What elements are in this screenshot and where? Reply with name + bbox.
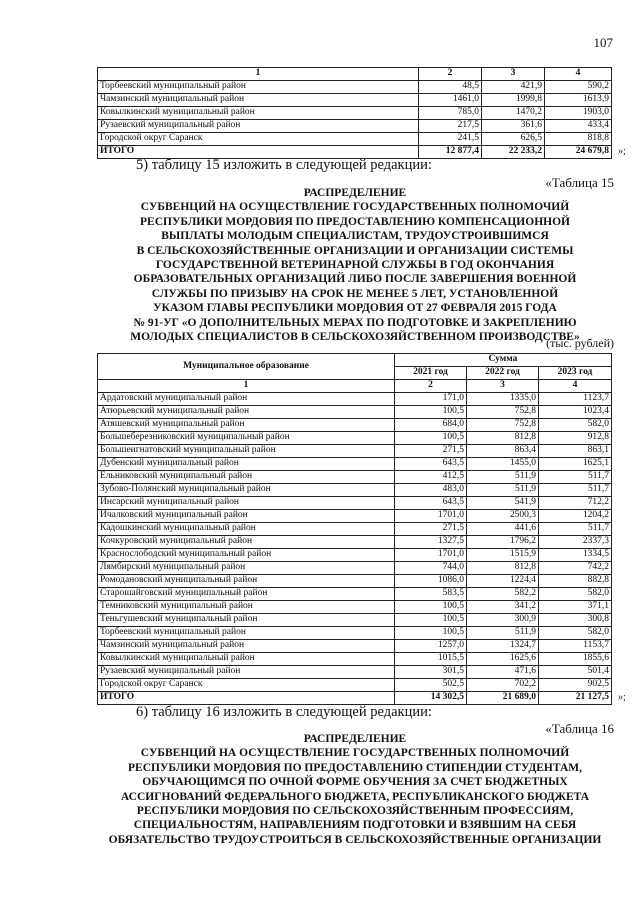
heading-line: СЛУЖБЫ ПО ПРИЗЫВУ НА СРОК НЕ МЕНЕЕ 5 ЛЕТ, УСТАНОВЛЕННОЙ <box>151 287 559 300</box>
amount-cell: 1515,9 <box>467 549 539 562</box>
municipality-name: Торбеевский муниципальный район <box>98 81 419 94</box>
amount-cell: 702,2 <box>467 679 539 692</box>
amount-cell: 582,0 <box>539 419 612 432</box>
amount-cell: 902,5 <box>539 679 612 692</box>
table-15-reference: «Таблица 15 <box>545 175 614 190</box>
table-row <box>98 471 612 484</box>
table-row <box>98 601 612 614</box>
amount-cell: 1461,0 <box>419 94 482 107</box>
numbering-row <box>98 380 612 393</box>
amount-cell: 818,8 <box>545 133 612 146</box>
amount-cell: 1324,7 <box>467 640 539 653</box>
municipality-name: Темниковский муниципальный район <box>98 601 395 614</box>
municipality-name: Рузаевский муниципальный район <box>98 120 419 133</box>
heading-line: ВЫПЛАТЫ МОЛОДЫМ СПЕЦИАЛИСТАМ, ТРУДОУСТРОИВШИМСЯ <box>161 230 549 243</box>
table-row <box>98 562 612 575</box>
amount-cell: 412,5 <box>395 471 467 484</box>
amount-cell: 1470,2 <box>482 107 545 120</box>
municipality-name: Ромодановский муниципальный район <box>98 575 395 588</box>
amount-cell: 742,2 <box>539 562 612 575</box>
total-row <box>98 692 612 705</box>
amount-cell: 643,5 <box>395 458 467 471</box>
previous-table <box>97 67 612 159</box>
column-header-municipality: Муниципальное образование <box>98 354 395 380</box>
table-row <box>98 497 612 510</box>
amount-cell: 1335,0 <box>467 393 539 406</box>
column-number: 2 <box>419 68 482 81</box>
table-row <box>98 419 612 432</box>
total-label: ИТОГО <box>98 146 419 159</box>
amount-cell: 626,5 <box>482 133 545 146</box>
amount-cell: 100,5 <box>395 432 467 445</box>
table-row <box>98 393 612 406</box>
instruction-table-15: 5) таблицу 15 изложить в следующей редакции: <box>136 157 432 173</box>
amount-cell: 441,6 <box>467 523 539 536</box>
amount-cell: 1257,0 <box>395 640 467 653</box>
amount-cell: 1086,0 <box>395 575 467 588</box>
table-row <box>98 94 612 107</box>
municipality-name: Ардатовский муниципальный район <box>98 393 395 406</box>
column-header-year: 2021 год <box>395 367 467 380</box>
amount-cell: 1701,0 <box>395 549 467 562</box>
table-row <box>98 445 612 458</box>
amount-cell: 712,2 <box>539 497 612 510</box>
municipality-name: Ельниковский муниципальный район <box>98 471 395 484</box>
instruction-table-16: 6) таблицу 16 изложить в следующей редакции: <box>136 704 432 720</box>
amount-cell: 1327,5 <box>395 536 467 549</box>
amount-cell: 863,4 <box>467 445 539 458</box>
municipality-name: Ичалковский муниципальный район <box>98 510 395 523</box>
amount-cell: 1204,2 <box>539 510 612 523</box>
amount-cell: 1015,5 <box>395 653 467 666</box>
heading-line: РЕСПУБЛИКИ МОРДОВИЯ ПО СЕЛЬСКОХОЗЯЙСТВЕННЫМ ПРОФЕССИЯМ, <box>136 805 574 818</box>
municipality-name: Рузаевский муниципальный район <box>98 666 395 679</box>
amount-cell: 241,5 <box>419 133 482 146</box>
heading-title: РАСПРЕДЕЛЕНИЕ <box>303 733 407 745</box>
amount-cell: 684,0 <box>395 419 467 432</box>
table-row <box>98 666 612 679</box>
heading-line: РЕСПУБЛИКИ МОРДОВИЯ ПО ПРЕДОСТАВЛЕНИЮ КОМПЕНСАЦИОННОЙ <box>140 215 570 228</box>
amount-cell: 511,7 <box>539 471 612 484</box>
municipality-name: Чамзинский муниципальный район <box>98 640 395 653</box>
column-header-year: 2022 год <box>467 367 539 380</box>
amount-cell: 812,8 <box>467 562 539 575</box>
amount-cell: 48,5 <box>419 81 482 94</box>
total-amount: 22 233,2 <box>482 146 545 159</box>
table-row <box>98 679 612 692</box>
amount-cell: 582,0 <box>539 588 612 601</box>
amount-cell: 1855,6 <box>539 653 612 666</box>
municipality-name: Большеберезниковский муниципальный район <box>98 432 395 445</box>
column-number: 4 <box>545 68 612 81</box>
municipality-name: Атюрьевский муниципальный район <box>98 406 395 419</box>
amount-cell: 483,0 <box>395 484 467 497</box>
amount-cell: 583,5 <box>395 588 467 601</box>
amount-cell: 100,5 <box>395 627 467 640</box>
heading-line: АССИГНОВАНИЙ ФЕДЕРАЛЬНОГО БЮДЖЕТА, РЕСПУБЛИКАНСКОГО БЮДЖЕТА <box>120 790 590 803</box>
heading-line: № 91-УГ «О ДОПОЛНИТЕЛЬНЫХ МЕРАХ ПО ПОДГОТОВКЕ И ЗАКРЕПЛЕНИЮ <box>133 316 577 329</box>
amount-cell: 2500,3 <box>467 510 539 523</box>
amount-cell: 752,8 <box>467 419 539 432</box>
table-row <box>98 432 612 445</box>
table-row <box>98 120 612 133</box>
amount-cell: 1903,0 <box>545 107 612 120</box>
units-label: (тыс. рублей) <box>546 336 614 350</box>
total-amount: 14 302,5 <box>395 692 467 705</box>
heading-line: СУБВЕНЦИЙ НА ОСУЩЕСТВЛЕНИЕ ГОСУДАРСТВЕННЫХ ПОЛНОМОЧИЙ <box>140 747 570 760</box>
amount-cell: 471,6 <box>467 666 539 679</box>
column-number: 3 <box>467 380 539 393</box>
municipality-name: Ковылкинский муниципальный район <box>98 107 419 120</box>
table-row <box>98 640 612 653</box>
amount-cell: 511,9 <box>467 484 539 497</box>
amount-cell: 171,0 <box>395 393 467 406</box>
heading-line: ОБРАЗОВАТЕЛЬНЫХ ОРГАНИЗАЦИЙ ЛИБО ПОСЛЕ ЗАВЕРШЕНИЯ ВОЕННОЙ <box>133 273 577 286</box>
column-number: 1 <box>98 380 395 393</box>
amount-cell: 1153,7 <box>539 640 612 653</box>
amount-cell: 2337,3 <box>539 536 612 549</box>
municipality-name: Зубово-Полянский муниципальный район <box>98 484 395 497</box>
total-label: ИТОГО <box>98 692 395 705</box>
table-row <box>98 510 612 523</box>
municipality-name: Дубенский муниципальный район <box>98 458 395 471</box>
column-number: 3 <box>482 68 545 81</box>
municipality-name: Торбеевский муниципальный район <box>98 627 395 640</box>
amount-cell: 582,0 <box>539 627 612 640</box>
municipality-name: Чамзинский муниципальный район <box>98 94 419 107</box>
heading-line: ОБУЧАЮЩИМСЯ ПО ОЧНОЙ ФОРМЕ ОБУЧЕНИЯ ЗА СЧЕТ БЮДЖЕТНЫХ <box>142 776 568 789</box>
amount-cell: 1334,5 <box>539 549 612 562</box>
amount-cell: 863,1 <box>539 445 612 458</box>
table-15-heading <box>100 186 610 344</box>
amount-cell: 643,5 <box>395 497 467 510</box>
amount-cell: 882,8 <box>539 575 612 588</box>
amount-cell: 1123,7 <box>539 393 612 406</box>
amount-cell: 502,5 <box>395 679 467 692</box>
table-16-reference: «Таблица 16 <box>545 721 614 736</box>
amount-cell: 301,5 <box>395 666 467 679</box>
table-row <box>98 406 612 419</box>
amount-cell: 1625,1 <box>539 458 612 471</box>
heading-line: УКАЗОМ ГЛАВЫ РЕСПУБЛИКИ МОРДОВИЯ ОТ 27 ФЕВРАЛЯ 2015 ГОДА <box>153 302 557 315</box>
amount-cell: 1224,4 <box>467 575 539 588</box>
municipality-name: Ковылкинский муниципальный район <box>98 653 395 666</box>
column-number: 1 <box>98 68 419 81</box>
table-16-heading <box>100 732 610 847</box>
municipality-name: Городской округ Саранск <box>98 133 419 146</box>
amount-cell: 1613,9 <box>545 94 612 107</box>
table-row <box>98 458 612 471</box>
total-amount: 21 127,5 <box>539 692 612 705</box>
heading-line: СПЕЦИАЛЬНОСТЯМ, НАПРАВЛЕНИЯМ ПОДГОТОВКИ И ВЗЯВШИМ НА СЕБЯ <box>133 819 577 832</box>
amount-cell: 100,5 <box>395 601 467 614</box>
amount-cell: 752,8 <box>467 406 539 419</box>
amount-cell: 511,9 <box>467 471 539 484</box>
municipality-name: Лямбирский муниципальный район <box>98 562 395 575</box>
amount-cell: 541,9 <box>467 497 539 510</box>
amount-cell: 1023,4 <box>539 406 612 419</box>
amount-cell: 100,5 <box>395 406 467 419</box>
column-header-sum: Сумма <box>395 354 612 367</box>
total-amount: 24 679,8 <box>545 146 612 159</box>
amount-cell: 912,8 <box>539 432 612 445</box>
municipality-name: Теньгушевский муниципальный район <box>98 614 395 627</box>
municipality-name: Инсарский муниципальный район <box>98 497 395 510</box>
amount-cell: 300,8 <box>539 614 612 627</box>
amount-cell: 1999,8 <box>482 94 545 107</box>
municipality-name: Старошайговский муниципальный район <box>98 588 395 601</box>
top-table-closing-quote: »; <box>618 146 626 157</box>
amount-cell: 582,2 <box>467 588 539 601</box>
table-row <box>98 81 612 94</box>
municipality-name: Кочкуровский муниципальный район <box>98 536 395 549</box>
amount-cell: 785,0 <box>419 107 482 120</box>
amount-cell: 300,9 <box>467 614 539 627</box>
table-row <box>98 133 612 146</box>
amount-cell: 1701,0 <box>395 510 467 523</box>
heading-line: МОЛОДЫХ СПЕЦИАЛИСТОВ В СЕЛЬСКОХОЗЯЙСТВЕННОМ ПРОИЗВОДСТВЕ» <box>130 331 580 344</box>
amount-cell: 1796,2 <box>467 536 539 549</box>
municipality-name: Большеигнатовский муниципальный район <box>98 445 395 458</box>
total-amount: 12 877,4 <box>419 146 482 159</box>
amount-cell: 501,4 <box>539 666 612 679</box>
table-row <box>98 653 612 666</box>
amount-cell: 371,1 <box>539 601 612 614</box>
table-row <box>98 523 612 536</box>
table-row <box>98 614 612 627</box>
amount-cell: 511,7 <box>539 484 612 497</box>
amount-cell: 361,6 <box>482 120 545 133</box>
amount-cell: 100,5 <box>395 614 467 627</box>
column-number: 4 <box>539 380 612 393</box>
table-row <box>98 575 612 588</box>
heading-line: В СЕЛЬСКОХОЗЯЙСТВЕННЫЕ ОРГАНИЗАЦИИ И ОРГАНИЗАЦИИ СИСТЕМЫ <box>136 244 574 257</box>
heading-line: РЕСПУБЛИКИ МОРДОВИЯ ПО ПРЕДОСТАВЛЕНИЮ СТИПЕНДИИ СТУДЕНТАМ, <box>128 761 582 774</box>
municipality-name: Кадошкинский муниципальный район <box>98 523 395 536</box>
amount-cell: 271,5 <box>395 445 467 458</box>
amount-cell: 1455,0 <box>467 458 539 471</box>
heading-line: СУБВЕНЦИЙ НА ОСУЩЕСТВЛЕНИЕ ГОСУДАРСТВЕННЫХ ПОЛНОМОЧИЙ <box>140 201 570 214</box>
page-number: 107 <box>593 35 613 50</box>
amount-cell: 421,9 <box>482 81 545 94</box>
table-row <box>98 107 612 120</box>
amount-cell: 1625,6 <box>467 653 539 666</box>
amount-cell: 433,4 <box>545 120 612 133</box>
table-15-closing-quote: »; <box>618 692 626 703</box>
table-row <box>98 549 612 562</box>
table-row <box>98 588 612 601</box>
table-15 <box>97 353 612 705</box>
numbering-row <box>98 68 612 81</box>
column-header-year: 2023 год <box>539 367 612 380</box>
municipality-name: Городской округ Саранск <box>98 679 395 692</box>
total-amount: 21 689,0 <box>467 692 539 705</box>
amount-cell: 217,5 <box>419 120 482 133</box>
amount-cell: 341,2 <box>467 601 539 614</box>
amount-cell: 744,0 <box>395 562 467 575</box>
municipality-name: Атяшевский муниципальный район <box>98 419 395 432</box>
column-number: 2 <box>395 380 467 393</box>
amount-cell: 511,7 <box>539 523 612 536</box>
table-row <box>98 536 612 549</box>
amount-cell: 511,9 <box>467 627 539 640</box>
amount-cell: 590,2 <box>545 81 612 94</box>
table-row <box>98 627 612 640</box>
heading-line: ГОСУДАРСТВЕННОЙ ВЕТЕРИНАРНОЙ СЛУЖБЫ В ГОД ОКОНЧАНИЯ <box>155 259 555 272</box>
heading-title: РАСПРЕДЕЛЕНИЕ <box>303 187 407 199</box>
amount-cell: 812,8 <box>467 432 539 445</box>
heading-line: ОБЯЗАТЕЛЬСТВО ТРУДОУСТРОИТЬСЯ В СЕЛЬСКОХОЗЯЙСТВЕННЫЕ ОРГАНИЗАЦИИ <box>108 833 602 846</box>
amount-cell: 271,5 <box>395 523 467 536</box>
table-row <box>98 484 612 497</box>
municipality-name: Краснослободский муниципальный район <box>98 549 395 562</box>
